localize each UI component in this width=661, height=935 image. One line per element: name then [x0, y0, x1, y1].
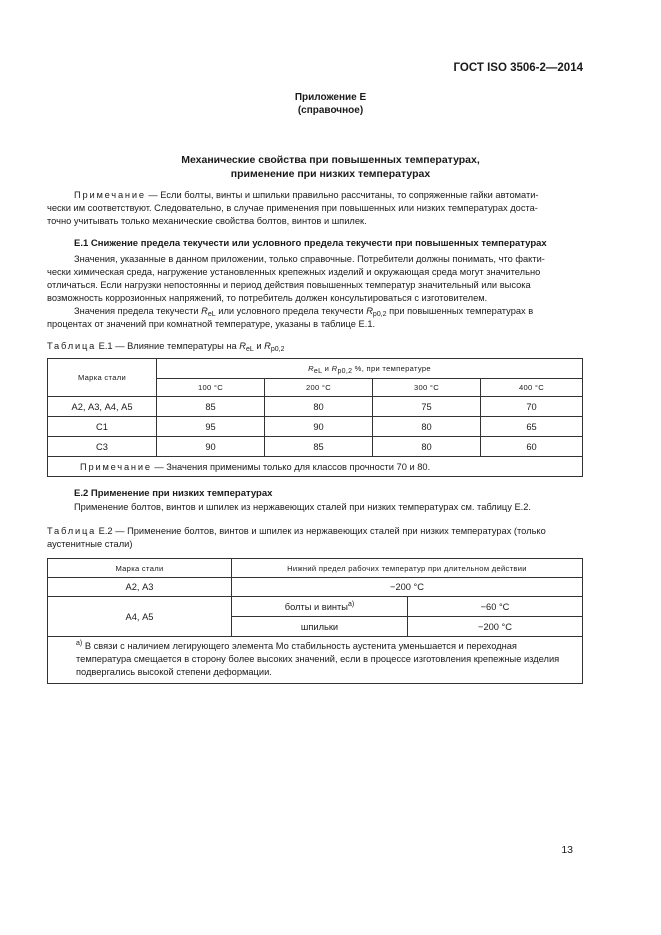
- table-e2-footnote: $^{а)}$ В связи с наличием легирующего элемента Мо стабильность аустенита уменьшается и переходная температура смещается в сторону более высоких значений, если в процессе изготовления крепежные изделия подвергались высокой степени деформации.: [48, 637, 583, 684]
- table-e1-temp-300: 300 °C: [373, 379, 481, 397]
- note-label: Примечание: [74, 190, 146, 200]
- table-row: А2, А3 −200 °C: [48, 578, 583, 597]
- table-row: С3 90 85 80 60: [48, 437, 583, 457]
- table-e2-col-temp: Нижний предел рабочих температур при длительном действии: [232, 559, 583, 578]
- table-e1: [47, 358, 583, 477]
- table-e1-temp-200: 200 °C: [265, 379, 373, 397]
- note-line-2: чески им соответствуют. Следовательно, в случае применения при повышенных или низких температурах доста-: [47, 203, 538, 213]
- table-e1-col-grade: Марка стали: [48, 359, 157, 397]
- section-e2-heading: Е.2 Применение при низких температурах: [74, 488, 273, 499]
- annex-title: [0, 91, 661, 117]
- table-e1-temp-100: 100 °C: [157, 379, 265, 397]
- table-e2-col-grade: Марка стали: [48, 559, 232, 578]
- table-e1-note: Примечание — Значения применимы только для классов прочности 70 и 80.: [48, 457, 583, 477]
- table-e1-temp-400: 400 °C: [481, 379, 583, 397]
- table-e2-caption: Таблица Е.2 — Применение болтов, винтов и шпилек из нержавеющих сталей при низких температурах (только аустенитные стали): [47, 526, 546, 549]
- title-line-2: применение при низких температурах: [230, 168, 431, 180]
- page-title: [0, 153, 661, 181]
- section-e1-paragraph-2: Значения предела текучести $R_{eL}$ или условного предела текучести $R_{p0,2}$ при повышенных температурах в процентах от значений при комнатной температуре, указаны в таблице Е.1.: [47, 306, 534, 329]
- section-e1-paragraph-1: Значения, указанные в данном приложении, только справочные. Потребители должны понимать, что факти- чески химическая среда, нагружение установленных крепежных изделий и окружающая среда могут значительно отличаться. Если нагрузки непостоянны и период действия повышенных температур значительный или высока возможность коррозионных напряжений, то потребитель должен консультироваться с изготовителем.: [47, 254, 545, 303]
- table-row: С1 95 90 80 65: [48, 417, 583, 437]
- page-number: 13: [561, 844, 573, 856]
- title-line-1: Механические свойства при повышенных температурах,: [181, 154, 480, 166]
- annex-label: Приложение Е: [294, 92, 367, 103]
- standard-header: ГОСТ ISO 3506-2—2014: [453, 62, 583, 74]
- intro-note: [47, 189, 583, 228]
- section-e2-paragraph: Применение болтов, винтов и шпилек из нержавеющих сталей при низких температурах см. таблицу Е.2.: [74, 502, 532, 512]
- table-e1-col-group: $R_{eL}$ и $R_{p0,2}$ %, при температуре: [157, 359, 583, 379]
- table-row: шпильки −200 °C: [48, 617, 583, 637]
- table-row: А4, А5 болты и винты$^{а)}$ −60 °C: [48, 597, 583, 617]
- section-e1-heading: Е.1 Снижение предела текучести или условного предела текучести при повышенных температурах: [74, 238, 547, 249]
- note-text: — Если болты, винты и шпильки правильно рассчитаны, то сопряженные гайки автомати-: [145, 190, 539, 200]
- table-e2: [47, 558, 583, 684]
- table-e1-caption: Таблица Е.1 — Влияние температуры на $R_{eL}$ и $R_{p0,2}$: [47, 341, 285, 353]
- annex-type: (справочное): [297, 105, 364, 116]
- note-line-3: точно учитывать только механические свойства болтов, винтов и шпилек.: [47, 216, 367, 226]
- table-row: А2, А3, А4, А5 85 80 75 70: [48, 397, 583, 417]
